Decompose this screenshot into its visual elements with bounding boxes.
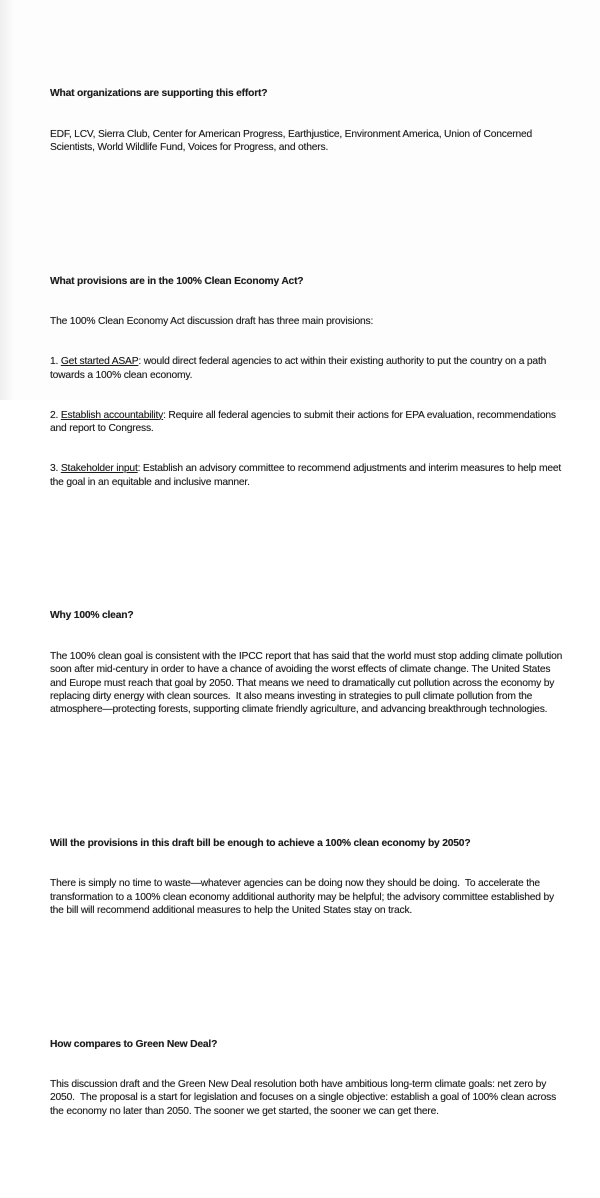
answer-paragraph: EDF, LCV, Sierra Club, Center for American Progress, Earthjustice, Environment America, Union of Concerned Scientists, World Wildlife Fund, Voices for Progress, and others. xyxy=(50,128,535,154)
question-heading: Why 100% clean? xyxy=(50,610,134,622)
answer-paragraph: This discussion draft and the Green New Deal resolution both have ambitious long-term climate goals: net zero by 2050. The proposal is a start for legislation and focuses on a single objective: establish a goal of 100% clean across the economy no later than 2050. The sooner we get started, the sooner we can get there. xyxy=(50,1078,559,1117)
faq-section-provisions xyxy=(50,248,564,516)
faq-section-organizations xyxy=(50,61,564,182)
provision-item-1 xyxy=(50,355,564,382)
provision-item-3 xyxy=(50,462,564,489)
question-heading: What organizations are supporting this effort? xyxy=(50,88,268,100)
faq-section-green-new-deal xyxy=(50,1011,564,1145)
provision-item-2 xyxy=(50,409,564,436)
faq-section-enough xyxy=(50,810,564,944)
question-heading: Will the provisions in this draft bill be enough to achieve a 100% clean economy by 2050? xyxy=(50,837,471,849)
answer-intro: The 100% Clean Economy Act discussion draft has three main provisions: xyxy=(50,315,374,327)
scan-edge-shadow xyxy=(0,0,14,400)
provision-text: : Establish an advisory committee to recommend adjustments and interim measures to help meet the goal in an equitable and inclusive manner. xyxy=(50,463,564,488)
provision-number: 1. xyxy=(50,356,61,368)
provision-title: Establish accountability xyxy=(60,409,164,421)
provision-text: : would direct federal agencies to act within their existing authority to put the country on a path towards a 100% clean economy. xyxy=(50,356,549,381)
answer-paragraph: There is simply no time to waste—whatever agencies can be doing now they should be doing. To accelerate the transformation to a 100% clean economy additional authority may be helpful; the advisory committee established by the bill will recommend additional measures to help the United States stay on track. xyxy=(50,878,557,916)
question-heading: What provisions are in the 100% Clean Economy Act? xyxy=(50,275,304,287)
provision-title: Stakeholder input xyxy=(60,463,138,475)
faq-section-why-clean xyxy=(50,583,564,744)
document-content xyxy=(50,7,564,1198)
question-heading: How compares to Green New Deal? xyxy=(50,1038,218,1050)
provision-title: Get started ASAP xyxy=(60,356,139,368)
answer-paragraph: The 100% clean goal is consistent with the IPCC report that has said that the world must stop adding climate pollution soon after mid-century in order to have a chance of avoiding the worst effects of climate change. The United States and Europe must reach that goal by 2050. That means we need to dramatically cut pollution across the economy by replacing dirty energy with clean sources. It also means investing in strategies to pull climate pollution from the atmosphere—protecting forests, supporting climate friendly agriculture, and advancing breakthrough technologies. xyxy=(50,650,565,716)
provision-number: 3. xyxy=(50,463,61,475)
provision-text: : Require all federal agencies to submit their actions for EPA evaluation, recommendations and report to Congress. xyxy=(50,409,559,435)
provision-number: 2. xyxy=(50,409,61,421)
